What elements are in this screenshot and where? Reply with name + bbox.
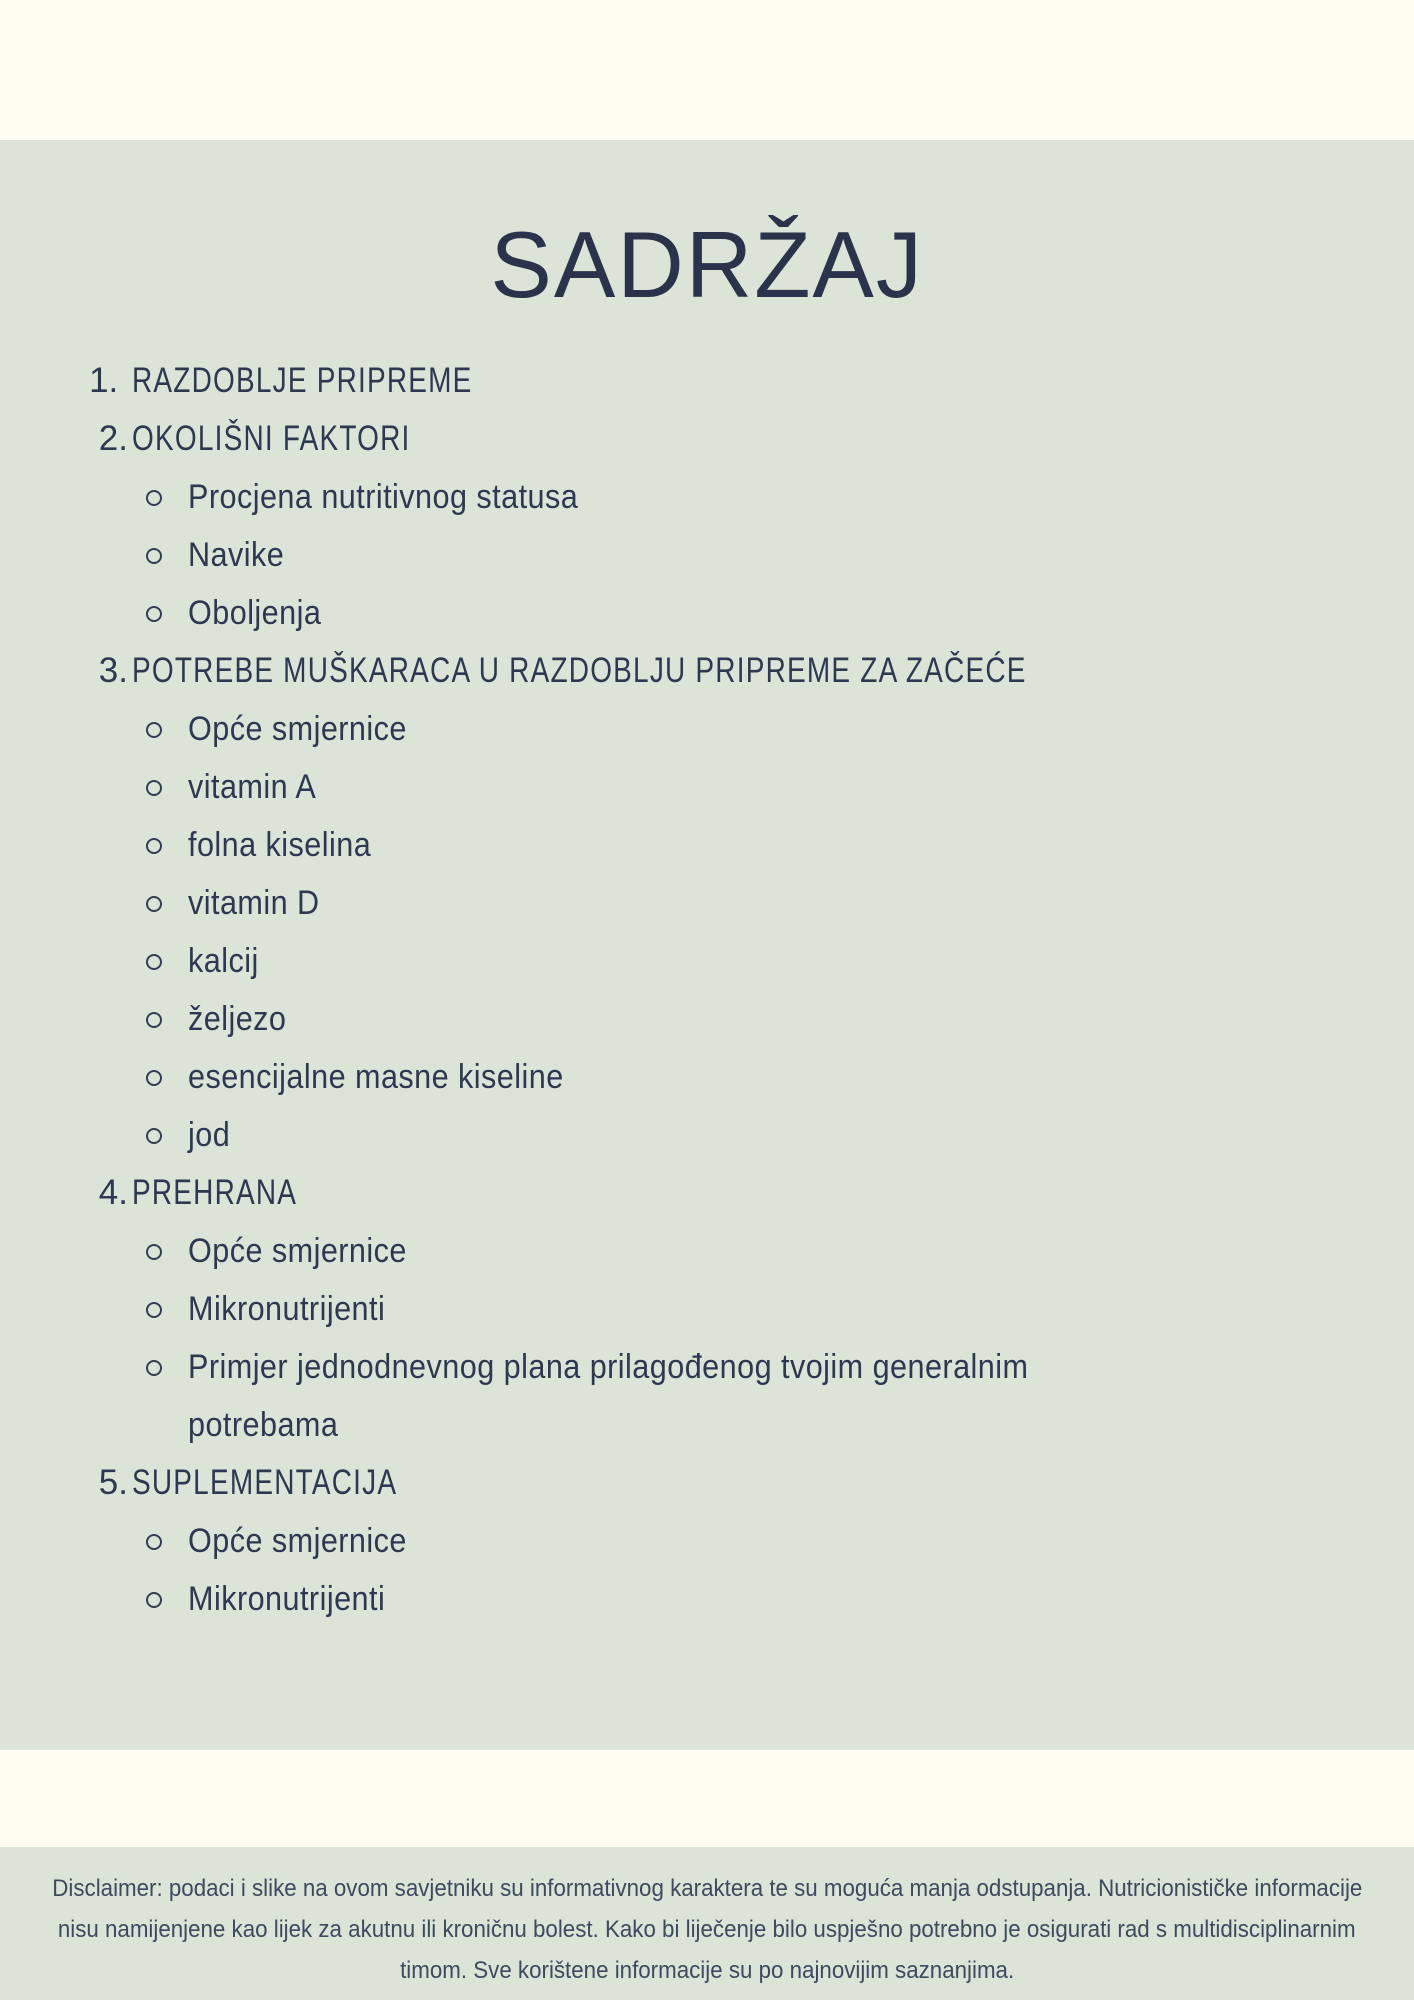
toc-subitem <box>0 700 1414 758</box>
circle-bullet-icon <box>146 1128 162 1144</box>
circle-bullet-icon <box>146 1070 162 1086</box>
toc-subitem-label: folna kiselina <box>188 826 372 864</box>
circle-bullet-icon <box>146 1534 162 1550</box>
toc-subitem <box>0 1338 1414 1454</box>
circle-bullet-icon <box>146 1302 162 1318</box>
toc-subitem <box>0 758 1414 816</box>
toc-subitem-label: Procjena nutritivnog statusa <box>188 478 579 516</box>
disclaimer-line: Disclaimer: podaci i slike na ovom savjetniku su informativnog karaktera te su moguća manja odstupanja. Nutricionističke informacije <box>51 1875 1363 1902</box>
toc-subitem <box>0 990 1414 1048</box>
toc-subitem-label: jod <box>188 1116 231 1154</box>
toc-subitem-label: Primjer jednodnevnog plana prilagođenog tvojim generalnim potrebama <box>188 1348 1029 1444</box>
toc-subitem <box>0 1106 1414 1164</box>
toc-subitem <box>0 526 1414 584</box>
top-margin-band <box>0 0 1414 140</box>
toc-subitem-label: Mikronutrijenti <box>188 1580 386 1618</box>
divider-band <box>0 1750 1414 1847</box>
circle-bullet-icon <box>146 954 162 970</box>
toc-item-number: 1. <box>89 361 128 400</box>
toc-item-title: OKOLIŠNI FAKTORI <box>132 419 411 458</box>
toc-subitem <box>0 816 1414 874</box>
circle-bullet-icon <box>146 606 162 622</box>
toc-item-title: SUPLEMENTACIJA <box>132 1463 398 1502</box>
circle-bullet-icon <box>146 722 162 738</box>
toc-list <box>0 352 1414 1628</box>
toc-subitem <box>0 584 1414 642</box>
toc-subitem-label: Oboljenja <box>188 594 322 632</box>
toc-subitem <box>0 874 1414 932</box>
disclaimer-line: timom. Sve korištene informacije su po najnovijim saznanjima. <box>399 1957 1015 1984</box>
toc-subitem-label: esencijalne masne kiseline <box>188 1058 564 1096</box>
toc-item-number: 4. <box>98 1173 128 1212</box>
toc-subitem-label: kalcij <box>188 942 259 980</box>
toc-item-suplementacija <box>0 1454 1414 1512</box>
toc-subitem-label: Navike <box>188 536 285 574</box>
toc-item-razdoblje-pripreme <box>0 352 1414 410</box>
toc-item-title: POTREBE MUŠKARACA U RAZDOBLJU PRIPREME ZA ZAČEĆE <box>132 651 1027 690</box>
toc-subitem-label: željezo <box>188 1000 287 1038</box>
toc-subitem <box>0 1048 1414 1106</box>
circle-bullet-icon <box>146 548 162 564</box>
disclaimer-footer <box>0 1847 1414 2000</box>
toc-item-title: RAZDOBLJE PRIPREME <box>132 361 473 400</box>
toc-item-number: 3. <box>98 651 128 690</box>
title-row <box>0 212 1414 317</box>
toc-subitem <box>0 1280 1414 1338</box>
toc-subitem-label: Opće smjernice <box>188 1232 407 1270</box>
toc-subitem <box>0 1222 1414 1280</box>
toc-subitem <box>0 468 1414 526</box>
toc-subitem-label: Opće smjernice <box>188 1522 407 1560</box>
page-title: SADRŽAJ <box>490 212 924 317</box>
circle-bullet-icon <box>146 1360 162 1376</box>
toc-subitem-label: Opće smjernice <box>188 710 407 748</box>
disclaimer-line: nisu namijenjene kao lijek za akutnu ili kroničnu bolest. Kako bi liječenje bilo uspješno potrebno je osigurati rad s multidisciplinarnim <box>58 1916 1356 1943</box>
circle-bullet-icon <box>146 1012 162 1028</box>
toc-subitem <box>0 932 1414 990</box>
content-panel <box>0 140 1414 1750</box>
circle-bullet-icon <box>146 838 162 854</box>
circle-bullet-icon <box>146 1592 162 1608</box>
circle-bullet-icon <box>146 780 162 796</box>
circle-bullet-icon <box>146 1244 162 1260</box>
toc-subitem-label: Mikronutrijenti <box>188 1290 386 1328</box>
toc-item-title: PREHRANA <box>132 1173 298 1212</box>
toc-item-prehrana <box>0 1164 1414 1222</box>
toc-subitem <box>0 1570 1414 1628</box>
circle-bullet-icon <box>146 896 162 912</box>
toc-subitem-label: vitamin D <box>188 884 320 922</box>
toc-item-okolisni-faktori <box>0 410 1414 468</box>
toc-item-number: 5. <box>98 1463 128 1502</box>
toc-item-potrebe-muskaraca <box>0 642 1414 700</box>
circle-bullet-icon <box>146 490 162 506</box>
toc-subitem <box>0 1512 1414 1570</box>
toc-subitem-label: vitamin A <box>188 768 317 806</box>
toc-item-number: 2. <box>98 419 128 458</box>
